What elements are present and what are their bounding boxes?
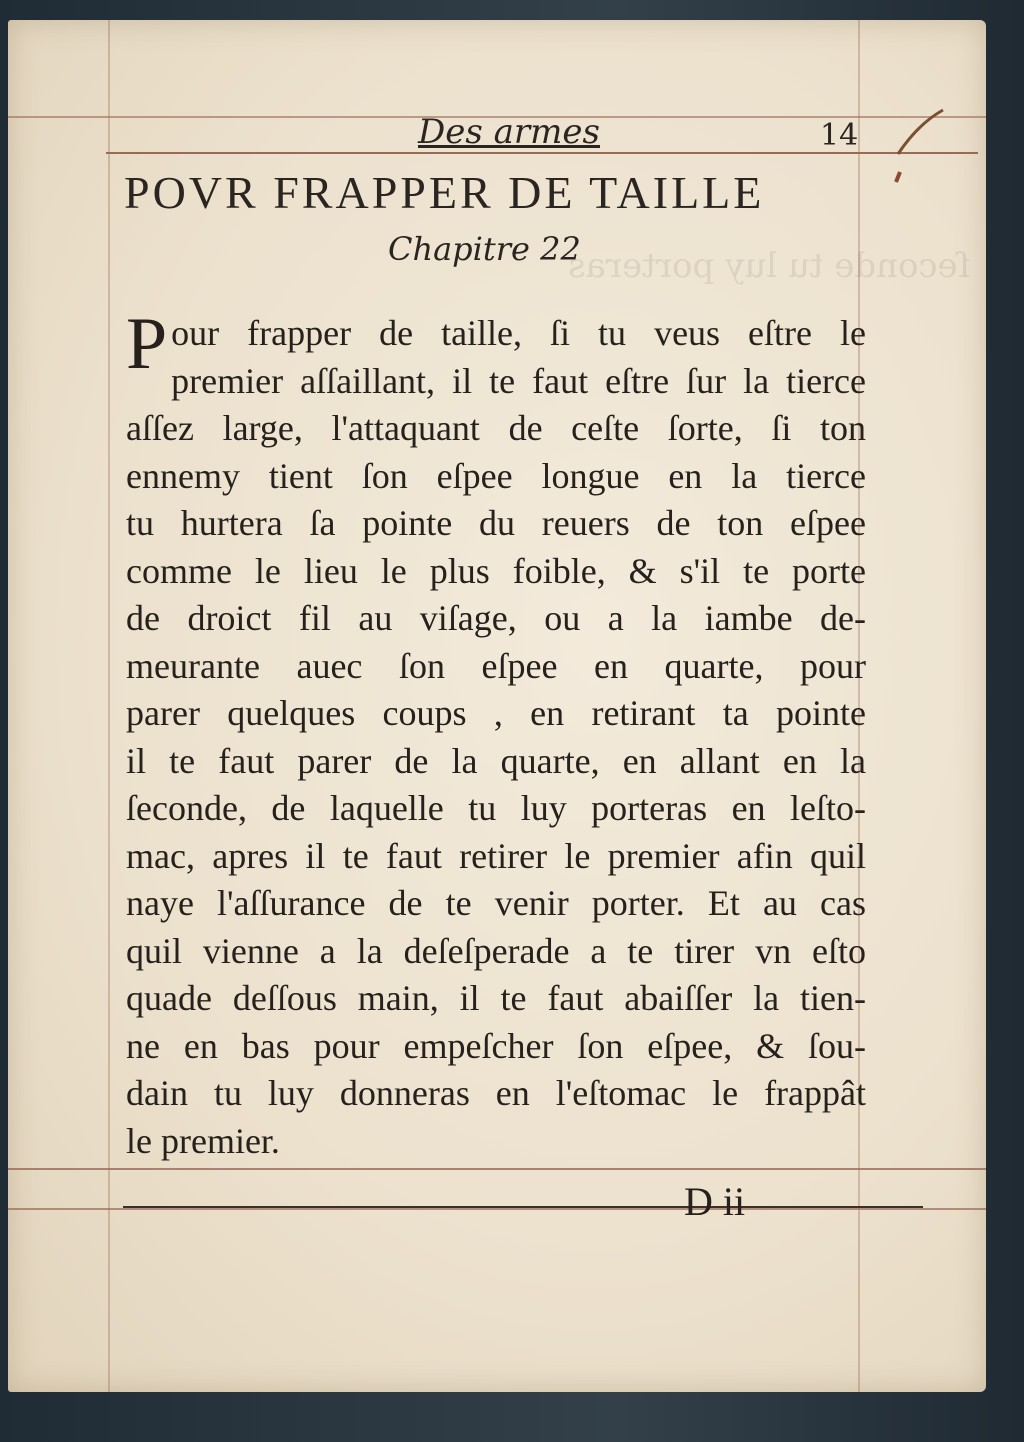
bottom-rule-1: [8, 1168, 986, 1170]
text-line: ennemy tient ſon eſpee longue en la tierce: [126, 455, 866, 496]
signature-mark: D ii: [684, 1179, 746, 1224]
page-number: 14: [820, 118, 859, 153]
chapter-subtitle: Chapitre 22: [388, 230, 581, 268]
bleed-through-text: ſeconde tu luy porteras: [568, 246, 971, 286]
book-page: [8, 20, 986, 1392]
left-rule: [108, 20, 110, 1392]
body-text: [126, 303, 866, 1165]
running-head: Des armes: [418, 112, 600, 152]
text-line: ſeconde, de laquelle tu luy porteras en leſto-: [126, 788, 866, 828]
text-line: dain tu luy donneras en l'eſtomac le frappât: [126, 1073, 866, 1113]
text-line: le premier.: [126, 1120, 280, 1161]
text-line: naye l'aſſurance de te venir porter. Et au cas: [126, 883, 866, 923]
text-line: tu hurtera ſa pointe du reuers de ton eſpee: [126, 503, 866, 543]
text-line: de droict fil au viſage, ou a la iambe de-: [126, 598, 866, 638]
bottom-rule-2: [8, 1208, 986, 1210]
text-line: quil vienne a la deſeſperade a te tirer vn eſto: [126, 930, 866, 971]
text-line: aſſez large, l'attaquant de ceſte ſorte, ſi ton: [126, 408, 866, 448]
text-line: parer quelques coups , en retirant ta pointe: [126, 693, 866, 733]
text-line: quade deſſous main, il te faut abaiſſer la tien-: [126, 978, 866, 1018]
signature-line: [123, 1206, 923, 1208]
text-line: mac, apres il te faut retirer le premier afin quil: [126, 835, 866, 876]
text-line: ne en bas pour empeſcher ſon eſpee, & ſou-: [126, 1025, 866, 1066]
text-line: comme le lieu le plus foible, & s'il te porte: [126, 550, 866, 591]
text-line: our frapper de taille, ſi tu veus eſtre le: [171, 313, 866, 353]
chapter-title: POVR FRAPPER DE TAILLE: [124, 167, 765, 218]
text-line: premier aſſaillant, il te faut eſtre ſur la tierce: [171, 360, 866, 401]
drop-cap: P: [126, 303, 168, 385]
text-line: meurante auec ſon eſpee en quarte, pour: [126, 645, 866, 686]
text-line: il te faut parer de la quarte, en allant en la: [126, 740, 866, 781]
margin-pen-mark: [888, 104, 948, 194]
